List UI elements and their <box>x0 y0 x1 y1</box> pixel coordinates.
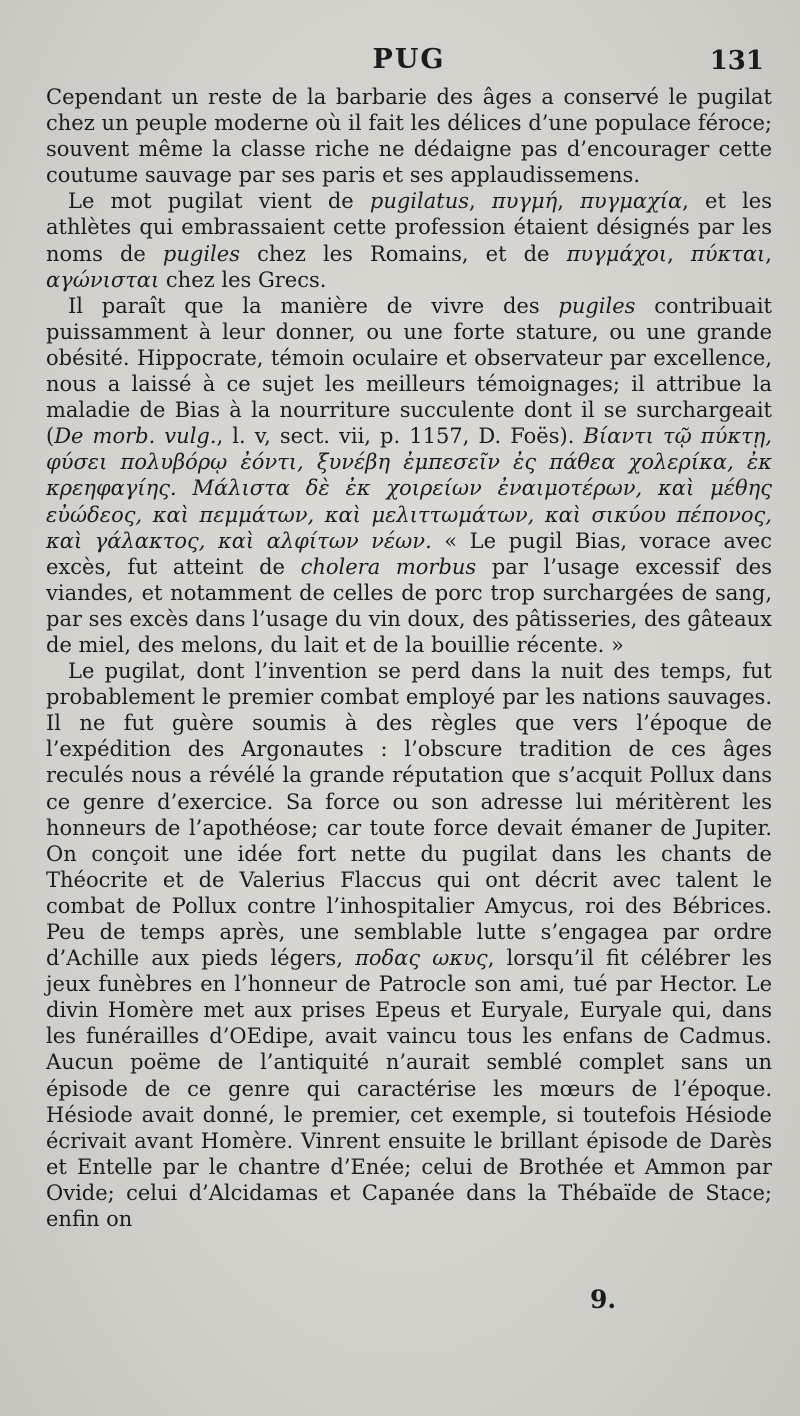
italic-text: ποδας ωκυς <box>355 946 488 971</box>
page-number: 131 <box>709 46 764 76</box>
text-run: Le mot pugilat vient de <box>68 189 370 214</box>
text-run: Il paraît que la manière de vivre des <box>68 293 559 318</box>
text-run: Le pugilat, dont l’invention se perd dans la nuit des temps, fut probablement le premier combat employé par les nations sauvages. Il ne fut guère soumis à des règles que vers l’époque de l’expédition des Argonautes : l’obscure tradition de ces âges reculés nous a révélé la grande réputation que s’acquit Pollux dans ce genre d’exercice. Sa force ou son adresse lui méritèrent les honneurs de l’apothéose; car toute force devait émaner de Jupiter. On conçoit une idée fort nette du pugilat dans les chants de Théocrite et de Valerius Flaccus qui ont décrit avec talent le combat de Pollux contre l’inhospitalier Amycus, roi des Bébrices. Peu de temps après, une semblable lutte s’engagea par ordre d’Achille aux pieds légers, <box>46 659 772 971</box>
body-text <box>46 84 772 1232</box>
text-run: « Le pugil Bias, vorace avec excès, fut atteint de <box>46 528 772 579</box>
text-run: , lorsqu’il fit célébrer les jeux funèbres en l’honneur de Patrocle son ami, tué par Hector. Le divin Homère met aux prises Epeus et Euryale, Euryale qui, dans les funérailles d’OEdipe, avait vaincu tous les enfans de Cadmus. Aucun poëme de l’antiquité n’aurait semblé complet sans un épisode de ce genre qui caractérise les mœurs de l’époque. Hésiode avait donné, le premier, cet exemple, si toutefois Hésiode écrivait avant Homère. Vinrent ensuite le brillant épisode de Darès et Entelle par le chantre d’Enée; celui de Brothée et Ammon par Ovide; celui d’Alcidamas et Capanée dans la Thébaïde de Stace; enfin on <box>46 946 772 1232</box>
signature-mark: 9. <box>590 1285 617 1314</box>
text-run: chez les Romains, et de <box>239 241 567 266</box>
italic-text: pugiles <box>162 241 240 266</box>
running-head <box>46 44 772 84</box>
italic-text: pugiles <box>558 293 636 318</box>
paragraph <box>46 84 772 188</box>
italic-text: πυγμάχοι <box>566 241 668 266</box>
paragraph <box>46 188 772 292</box>
text-run: par l’usage excessif des viandes, et notamment de celles de porc trop surchargées de sang, par ses excès dans l’usage du vin doux, des pâtisseries, des gâteaux de miel, des melons, du lait et de la bouillie récente. » <box>46 554 773 657</box>
paragraph <box>46 658 772 1232</box>
text-run: , <box>765 241 772 266</box>
text-run: , <box>469 189 492 214</box>
text-run: , <box>557 189 581 214</box>
text-run: contribuait puissamment à leur donner, ou une forte stature, ou une grande obésité. Hippocrate, témoin oculaire et observateur par excellence, nous a laissé à ce sujet les meilleurs témoignages; il attribue la maladie de Bias à la nourriture succulente dont il se surchargeait ( <box>46 293 772 449</box>
italic-text: πυγμή <box>491 189 558 214</box>
italic-text: pugilatus <box>369 189 469 214</box>
text-run: Cependant un reste de la barbarie des âges a conservé le pugilat chez un peuple moderne où il fait les délices d’une populace féroce; souvent même la classe riche ne dédaigne pas d’encourager cette coutume sauvage par ses paris et ses applaudissemens. <box>46 85 772 188</box>
italic-text: cholera morbus <box>300 554 477 579</box>
italic-text: αγώνισται <box>46 267 160 292</box>
italic-text: De morb. vulg. <box>54 424 217 449</box>
text-run: chez les Grecs. <box>159 267 327 292</box>
paragraph <box>46 293 772 658</box>
text-run: , et les athlètes qui embrassaient cette profession étaient désignés par les noms de <box>46 189 772 266</box>
text-run: , <box>667 241 691 266</box>
running-head-title: PUG <box>372 44 446 75</box>
italic-text: Βίαντι τῷ πύκτῃ, φύσει πολυβόρῳ ἐόντι, ξυνέβη ἐμπεσεῖν ἐς πάθεα χολερίκα, ἐκ κρεηφαγίης. Μάλιστα δὲ ἐκ χοιρείων ἐναιμοτέρων, καὶ μέθης εὐώδεος, καὶ πεμμάτων, καὶ μελιττωμάτων, καὶ σικύου πέπονος, καὶ γάλακτος, καὶ αλφίτων νέων. <box>46 424 772 553</box>
italic-text: πυγμαχία <box>580 189 683 214</box>
text-run: , l. v, sect. vii, p. 1157, D. Foës). <box>216 424 584 449</box>
italic-text: πύκται <box>690 241 766 266</box>
